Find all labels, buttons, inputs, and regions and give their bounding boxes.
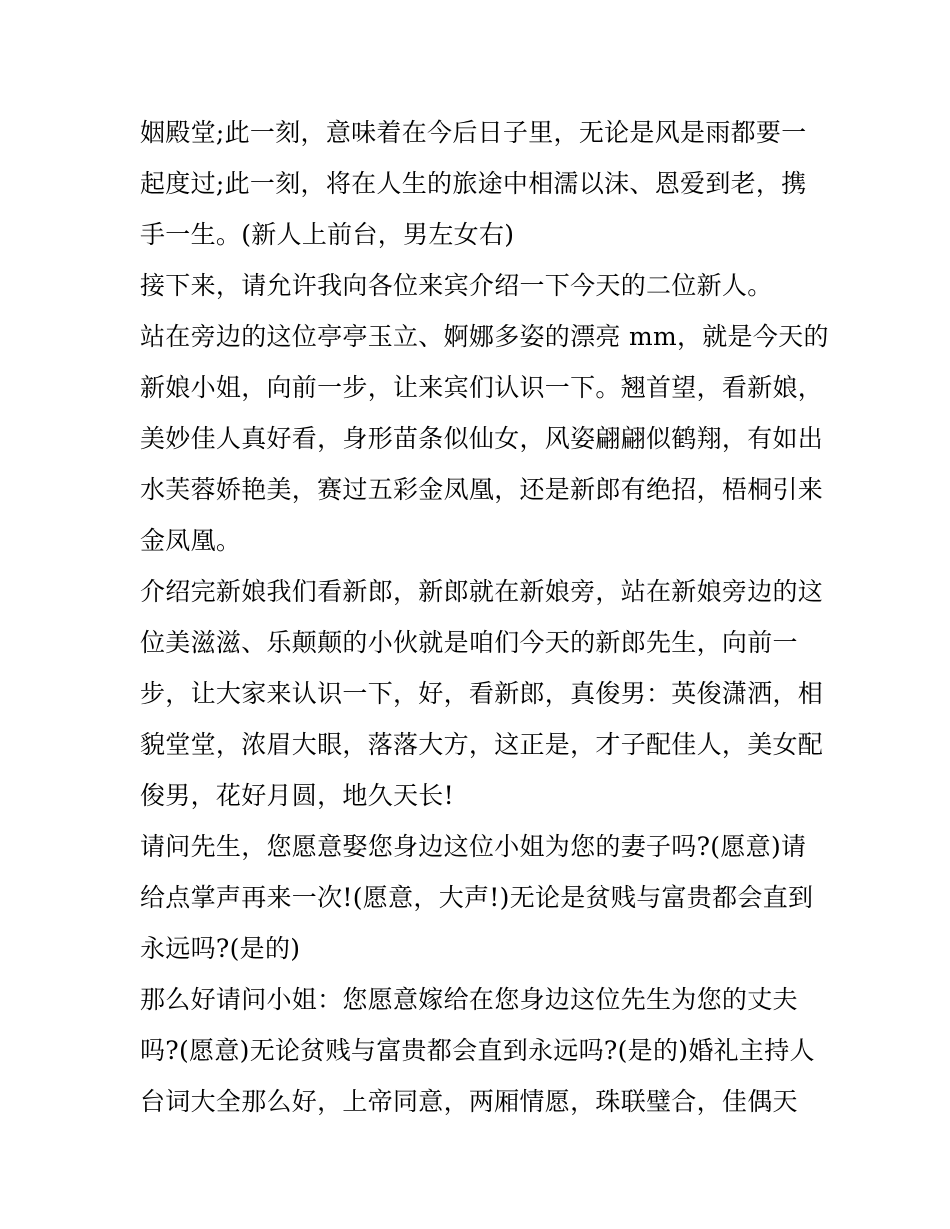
text-line: 台词大全那么好，上帝同意，两厢情愿，珠联璧合，佳偶天 [140,1087,798,1116]
text-line: 请问先生，您愿意娶您身边这位小姐为您的妻子吗?(愿意)请 [140,832,807,861]
text-line: 接下来，请允许我向各位来宾介绍一下今天的二位新人。 [140,271,773,300]
text-line: 貌堂堂，浓眉大眼，落落大方，这正是，才子配佳人，美女配 [140,730,824,759]
text-line: 永远吗?(是的) [140,934,301,963]
text-line: 水芙蓉娇艳美，赛过五彩金凤凰，还是新郎有绝招，梧桐引来 [140,475,824,504]
text-line: 位美滋滋、乐颠颠的小伙就是咱们今天的新郎先生，向前一 [140,628,798,657]
text-line: 美妙佳人真好看，身形苗条似仙女，风姿翩翩似鹤翔，有如出 [140,424,824,453]
text-line: 手一生。(新人上前台，男左女右) [140,220,515,249]
text-line: 姻殿堂;此一刻，意味着在今后日子里，无论是风是雨都要一 [140,118,807,147]
text-line: 吗?(愿意)无论贫贱与富贵都会直到永远吗?(是的)婚礼主持人 [140,1036,815,1065]
text-line: 给点掌声再来一次!(愿意，大声!)无论是贫贱与富贵都会直到 [140,883,814,912]
text-line: 金凤凰。 [140,526,242,555]
body-text [140,107,829,1127]
text-line: 起度过;此一刻，将在人生的旅途中相濡以沫、恩爱到老，携 [140,169,807,198]
text-line: 站在旁边的这位亭亭玉立、婀娜多姿的漂亮 mm，就是今天的 [140,322,829,351]
text-line: 步，让大家来认识一下，好，看新郎，真俊男：英俊潇洒，相 [140,679,824,708]
text-line: 那么好请问小姐：您愿意嫁给在您身边这位先生为您的丈夫 [140,985,798,1014]
text-line: 俊男，花好月圆，地久天长! [140,781,454,810]
text-line: 介绍完新娘我们看新郎，新郎就在新娘旁，站在新娘旁边的这 [140,577,824,606]
text-line: 新娘小姐，向前一步，让来宾们认识一下。翘首望，看新娘， [140,373,824,402]
